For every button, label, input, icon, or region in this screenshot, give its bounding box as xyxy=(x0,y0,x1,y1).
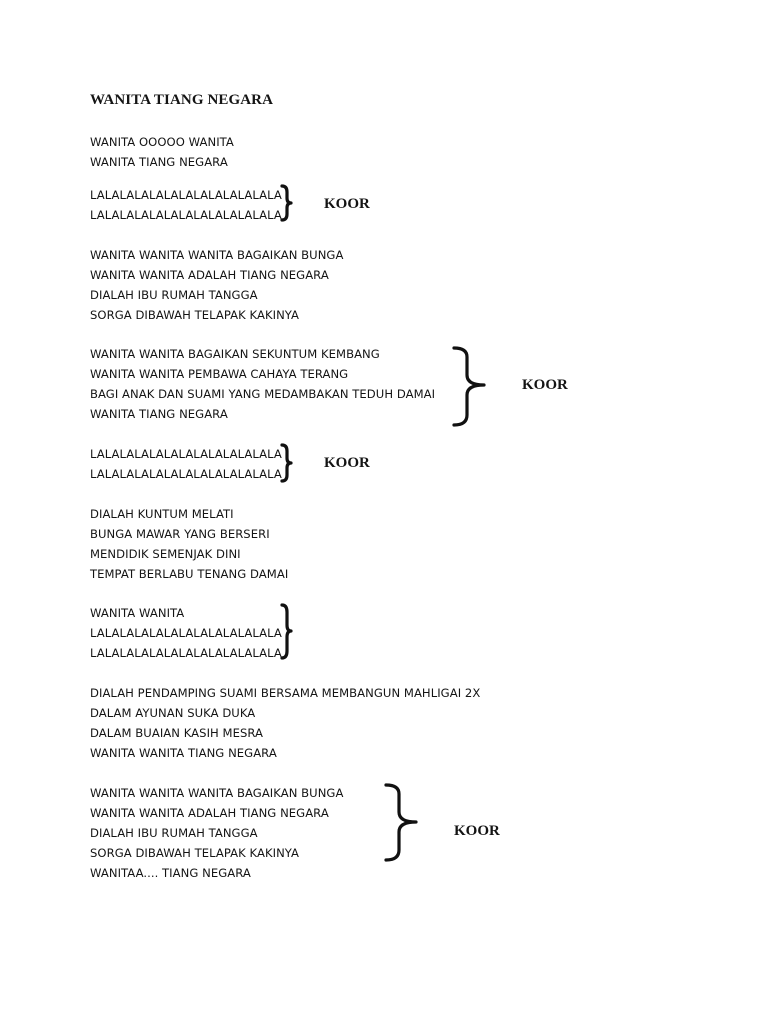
verse-7 xyxy=(90,603,282,663)
lyric-line: TEMPAT BERLABU TENANG DAMAI xyxy=(90,567,289,581)
lyric-line: WANITA WANITA WANITA BAGAIKAN BUNGA xyxy=(90,248,344,262)
lyric-line: WANITA TIANG NEGARA xyxy=(90,407,228,421)
lyric-line: WANITA TIANG NEGARA xyxy=(90,155,228,169)
lyric-line: WANITA WANITA PEMBAWA CAHAYA TERANG xyxy=(90,367,349,381)
lyric-line: DALAM BUAIAN KASIH MESRA xyxy=(90,726,263,740)
lyric-line: WANITAA.... TIANG NEGARA xyxy=(90,866,251,880)
lyric-line: MENDIDIK SEMENJAK DINI xyxy=(90,547,241,561)
lyric-line: BUNGA MAWAR YANG BERSERI xyxy=(90,527,270,541)
lyric-line: LALALALALALALALALALALALALA xyxy=(90,626,282,640)
lyric-line: WANITA WANITA TIANG NEGARA xyxy=(90,746,277,760)
chorus-brace xyxy=(280,184,294,222)
lyric-line: LALALALALALALALALALALALALA xyxy=(90,188,282,202)
chorus-brace xyxy=(382,782,422,864)
lyric-line: DIALAH IBU RUMAH TANGGA xyxy=(90,826,258,840)
lyric-line: DIALAH PENDAMPING SUAMI BERSAMA MEMBANGUN MAHLIGAI 2X xyxy=(90,686,481,700)
chorus-brace xyxy=(280,603,294,661)
song-title: WANITA TIANG NEGARA xyxy=(90,92,274,108)
koor-label: KOOR xyxy=(522,377,568,393)
lyric-line: DIALAH KUNTUM MELATI xyxy=(90,507,234,521)
koor-label: KOOR xyxy=(324,196,370,212)
lyric-line: WANITA WANITA xyxy=(90,606,185,620)
lyric-line: SORGA DIBAWAH TELAPAK KAKINYA xyxy=(90,846,300,860)
lyric-line: DIALAH IBU RUMAH TANGGA xyxy=(90,288,258,302)
verse-9 xyxy=(90,783,343,883)
verse-5 xyxy=(90,444,282,484)
verse-4 xyxy=(90,344,435,424)
chorus-brace xyxy=(280,443,294,483)
verse-8 xyxy=(90,683,480,763)
verse-1 xyxy=(90,132,234,172)
verse-2 xyxy=(90,185,282,225)
lyric-line: LALALALALALALALALALALALALA xyxy=(90,447,282,461)
lyric-line: SORGA DIBAWAH TELAPAK KAKINYA xyxy=(90,308,300,322)
lyric-line: LALALALALALALALALALALALALA xyxy=(90,467,282,481)
lyric-line: BAGI ANAK DAN SUAMI YANG MEDAMBAKAN TEDUH DAMAI xyxy=(90,387,436,401)
lyric-line: LALALALALALALALALALALALALA xyxy=(90,208,282,222)
koor-label: KOOR xyxy=(454,823,500,839)
chorus-brace xyxy=(450,345,490,429)
lyric-line: WANITA OOOOO WANITA xyxy=(90,135,234,149)
lyric-line: WANITA WANITA WANITA BAGAIKAN BUNGA xyxy=(90,786,344,800)
lyric-line: WANITA WANITA ADALAH TIANG NEGARA xyxy=(90,268,329,282)
verse-3 xyxy=(90,245,343,325)
lyric-line: WANITA WANITA ADALAH TIANG NEGARA xyxy=(90,806,329,820)
verse-6 xyxy=(90,504,288,584)
lyric-line: WANITA WANITA BAGAIKAN SEKUNTUM KEMBANG xyxy=(90,347,380,361)
lyric-line: LALALALALALALALALALALALALA xyxy=(90,646,282,660)
lyric-line: DALAM AYUNAN SUKA DUKA xyxy=(90,706,256,720)
koor-label: KOOR xyxy=(324,455,370,471)
